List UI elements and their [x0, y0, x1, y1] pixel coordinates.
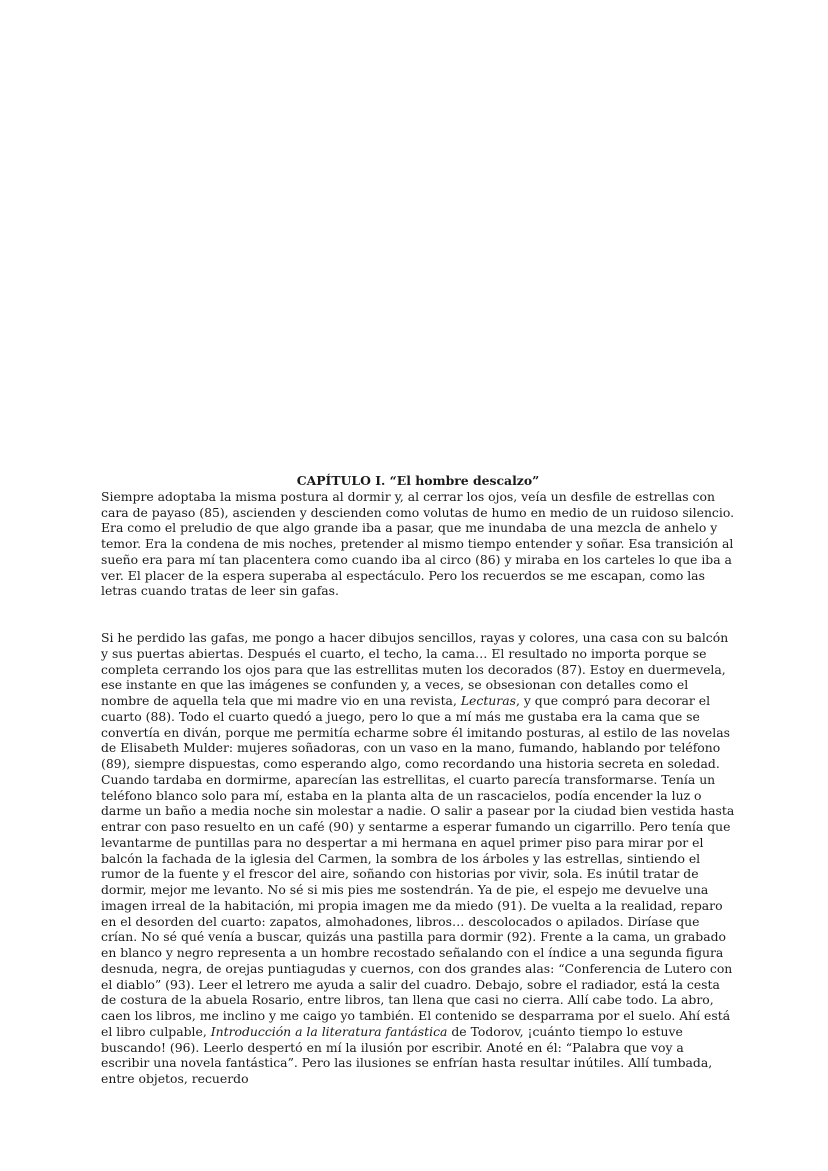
- paragraph-2-italic-title: Lecturas: [460, 693, 516, 708]
- chapter-title: CAPÍTULO I. “El hombre descalzo”: [296, 473, 540, 488]
- paragraph-2-text-start: Si he perdido las gafas, me pongo a hacer dibujos sencillos, rayas y colores, una casa con su balcón y sus puertas abiertas. Después el cuarto, el techo, la cama… El resultado no importa porque se completa cerrando los ojos para que las estrellitas muten los decorados (87). Estoy en duermevela, ese instante en que las imágenes se confunden y, a veces, se obsesionan con detalles como el nombre de aquella tela que mi madre vio en una revista,: [101, 630, 729, 708]
- paragraph-2: [101, 630, 735, 772]
- paragraph-1: Siempre adoptaba la misma postura al dormir y, al cerrar los ojos, veía un desfile de estrellas con cara de payaso (85), ascienden y descienden como volutas de humo en medio de un ruidoso silencio. Era como el preludio de que algo grande iba a pasar, que me inundaba de una mezcla de anhelo y temor. Era la condena de mis noches, pretender al mismo tiempo entender y soñar. Esa transición al sueño era para mí tan placentera como cuando iba al circo (86) y miraba en los carteles lo que iba a ver. El placer de la espera superaba al espectáculo. Pero los recuerdos se me escapan, como las letras cuando tratas de leer sin gafas.: [101, 488, 735, 599]
- paragraph-3: [101, 772, 735, 1087]
- paragraph-3-text-start: Cuando tardaba en dormirme, aparecían las estrellitas, el cuarto parecía transformarse. Tenía un teléfono blanco solo para mí, estaba en la planta alta de un rascacielos, podía encender la luz o darme un baño a media noche sin molestar a nadie. O salir a pasear por la ciudad bien vestida hasta entrar con paso resuelto en un café (90) y sentarme a esperar fumando un cigarrillo. Pero tenía que levantarme de puntillas para no despertar a mi hermana en aquel primer piso para mirar por el balcón la fachada de la iglesia del Carmen, la sombra de los árboles y las estrellas, sintiendo el rumor de la fuente y el frescor del aire, soñando con historias por vivir, sola. Es inútil tratar de dormir, mejor me levanto. No sé si mis pies me sostendrán. Ya de pie, el espejo me devuelve una imagen irreal de la habitación, mi propia imagen me da miedo (91). De vuelta a la realidad, reparo en el desorden del cuarto: zapatos, almohadones, libros… descolocados o apilados. Diríase que crían. No sé qué venía a buscar, quizás una pastilla para dormir (92). Frente a la cama, un grabado en blanco y negro representa a un hombre recostado señalando con el índice a una segunda figura desnuda, negra, de orejas puntiagudas y cuernos, con dos grandes alas: “Conferencia de Lutero con el diablo” (93). Leer el letrero me ayuda a salir del cuadro. Debajo, sobre el radiador, está la cesta de costura de la abuela Rosario, entre libros, tan llena que casi no cierra. Allí cabe todo. La abro, caen los libros, me inclino y me caigo yo también. El contenido se desparrama por el suelo. Ahí está el libro culpable,: [101, 771, 735, 1039]
- document-body: [101, 473, 735, 1087]
- paragraph-3-text-end: de Todorov, ¡cuánto tiempo lo estuve buscando! (96). Leerlo despertó en mí la ilusión por escribir. Anoté en él: “Palabra que voy a escribir una novela fantástica”. Pero las ilusiones se enfrían hasta resultar inútiles. Allí tumbada, entre objetos, recuerdo: [101, 1023, 713, 1086]
- paragraph-2-text-end: , y que compró para decorar el cuarto (88). Todo el cuarto quedó a juego, pero lo que a mí más me gustaba era la cama que se convertía en diván, porque me permitía echarme sobre él imitando posturas, al estilo de las novelas de Elisabeth Mulder: mujeres soñadoras, con un vaso en la mano, fumando, hablando por teléfono (89), siempre dispuestas, como esperando algo, como recordando una historia secreta en soledad.: [101, 693, 730, 771]
- paragraph-3-italic-title: Introducción a la literatura fantástica: [210, 1023, 448, 1039]
